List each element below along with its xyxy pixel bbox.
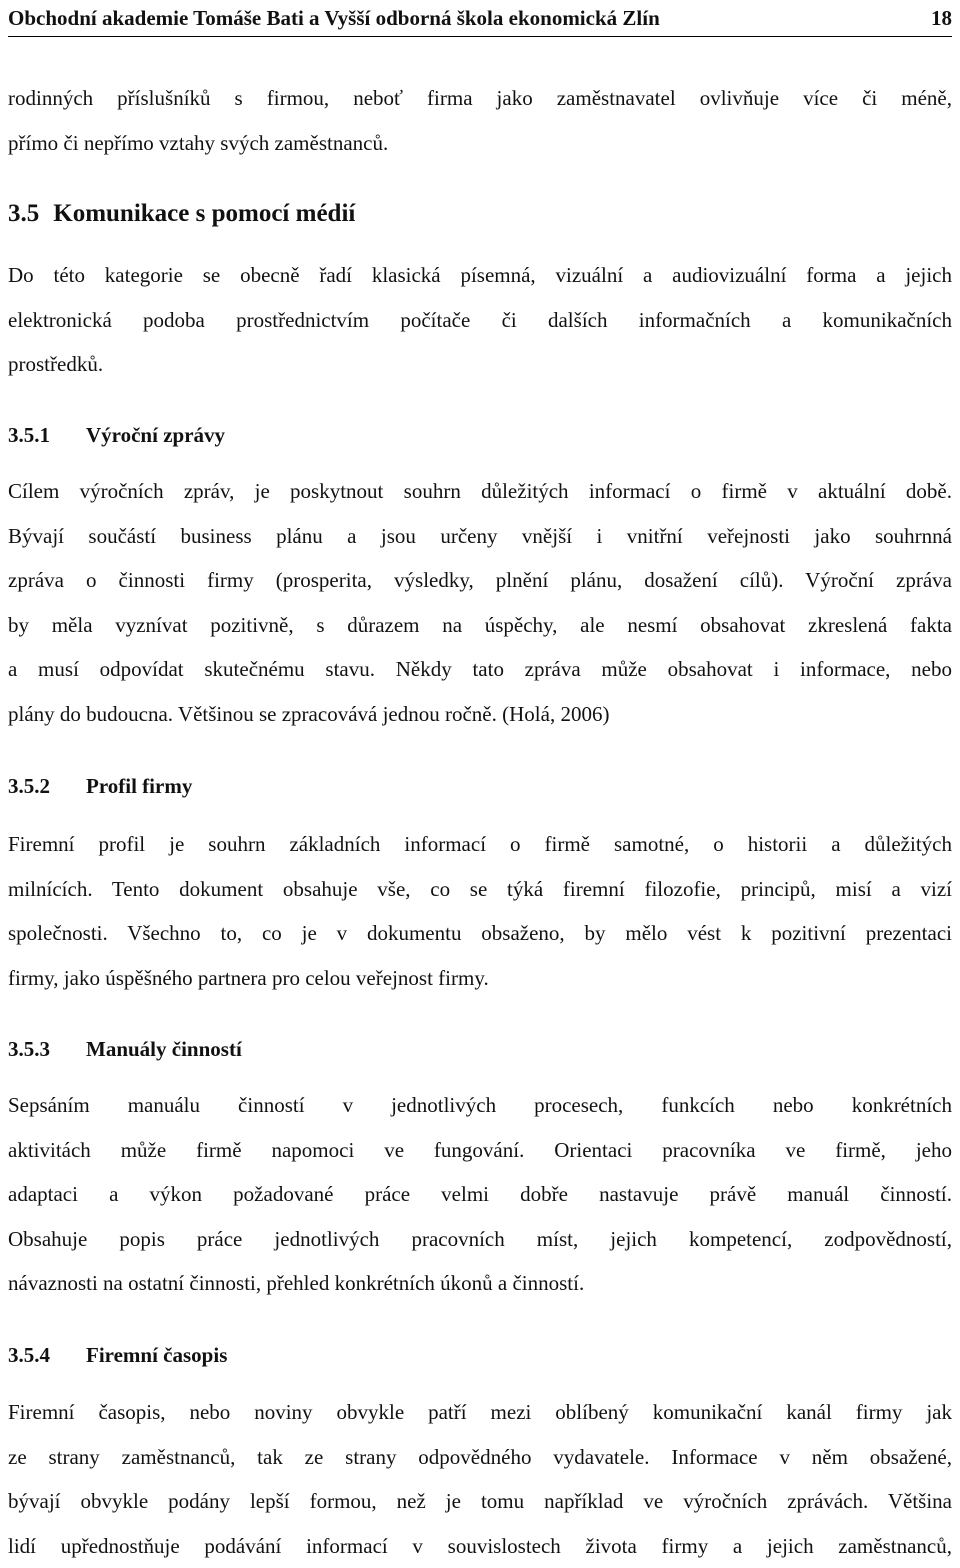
subsection-title: Profil firmy	[86, 774, 193, 798]
subsection-paragraph	[8, 469, 952, 737]
subsection-title: Manuály činností	[86, 1037, 242, 1061]
subsection-number: 3.5.2	[8, 774, 50, 798]
text-line: Firemní profil je souhrn základních informací o firmě samotné, o historii a důležitých	[8, 832, 952, 856]
subsection-heading	[8, 766, 952, 806]
text-line: zpráva o činnosti firmy (prosperita, výsledky, plnění plánu, dosažení cílů). Výroční zpráva	[8, 568, 952, 593]
text-line: a musí odpovídat skutečnému stavu. Někdy tato zpráva může obsahovat i informace, nebo	[8, 657, 952, 682]
text-line: aktivitách může firmě napomoci ve fungování. Orientaci pracovníka ve firmě, jeho	[8, 1137, 952, 1162]
subsection-heading	[8, 1029, 952, 1069]
subsection-heading	[8, 415, 952, 455]
text-line: Cílem výročních zpráv, je poskytnout souhrn důležitých informací o firmě v aktuální době.	[8, 479, 952, 503]
subsection-heading	[8, 1335, 952, 1375]
subsection-paragraph	[8, 1083, 952, 1306]
school-name: Obchodní akademie Tomáše Bati a Vyšší odborná škola ekonomická Zlín	[8, 5, 660, 30]
text-line: Firemní časopis, nebo noviny obvykle patří mezi oblíbený komunikační kanál firmy jak	[8, 1400, 952, 1424]
subsection-number: 3.5.1	[8, 423, 50, 447]
text-line: adaptaci a výkon požadované práce velmi dobře nastavuje právě manuál činností.	[8, 1182, 952, 1207]
subsection-title: Firemní časopis	[86, 1343, 228, 1367]
text-line: Obsahuje popis práce jednotlivých pracovních míst, jejich kompetencí, zodpovědností,	[8, 1226, 952, 1251]
text-line: ze strany zaměstnanců, tak ze strany odpovědného vydavatele. Informace v něm obsažené,	[8, 1444, 952, 1469]
text-line: milnících. Tento dokument obsahuje vše, co se týká firemní filozofie, principů, misí a vizí	[8, 876, 952, 901]
subsection-number: 3.5.4	[8, 1343, 50, 1367]
section-heading	[8, 194, 952, 234]
text-line: přímo či nepřímo vztahy svých zaměstnanců.	[8, 130, 389, 155]
subsection-paragraph	[8, 822, 952, 1000]
section-number: 3.5	[8, 200, 40, 227]
text-line: návaznosti na ostatní činnosti, přehled konkrétních úkonů a činností.	[8, 1271, 585, 1296]
subsection-title: Výroční zprávy	[86, 423, 226, 447]
text-line: prostředků.	[8, 352, 104, 377]
subsection-number: 3.5.3	[8, 1037, 50, 1061]
text-line: firmy, jako úspěšného partnera pro celou veřejnost firmy.	[8, 965, 489, 990]
text-line: elektronická podoba prostřednictvím počítače či dalších informačních a komunikačních	[8, 307, 952, 332]
text-line: Bývají součástí business plánu a jsou určeny vnější i vnitřní veřejnosti jako souhrnná	[8, 523, 952, 548]
page-header	[8, 0, 952, 37]
intro-paragraph	[8, 76, 952, 165]
text-line: by měla vyznívat pozitivně, s důrazem na úspěchy, ale nesmí obsahovat zkreslená fakta	[8, 612, 952, 637]
text-line: společnosti. Všechno to, co je v dokumentu obsaženo, by mělo vést k pozitivní prezentaci	[8, 921, 952, 946]
section-paragraph	[8, 253, 952, 387]
subsection-paragraph	[8, 1390, 952, 1568]
text-line: Do této kategorie se obecně řadí klasická písemná, vizuální a audiovizuální forma a jejich	[8, 263, 952, 287]
section-title: Komunikace s pomocí médií	[53, 200, 356, 227]
text-line: lidí upřednostňuje podávání informací v souvislostech života firmy a jejich zaměstnanců,	[8, 1533, 952, 1558]
text-line: plány do budoucna. Většinou se zpracovává jednou ročně. (Holá, 2006)	[8, 701, 610, 726]
text-line: rodinných příslušníků s firmou, neboť firma jako zaměstnavatel ovlivňuje více či méně,	[8, 86, 952, 110]
text-line: bývají obvykle podány lepší formou, než je tomu například ve výročních zprávách. Většina	[8, 1489, 952, 1514]
page-number: 18	[931, 5, 952, 30]
text-line: Sepsáním manuálu činností v jednotlivých procesech, funkcích nebo konkrétních	[8, 1093, 952, 1117]
